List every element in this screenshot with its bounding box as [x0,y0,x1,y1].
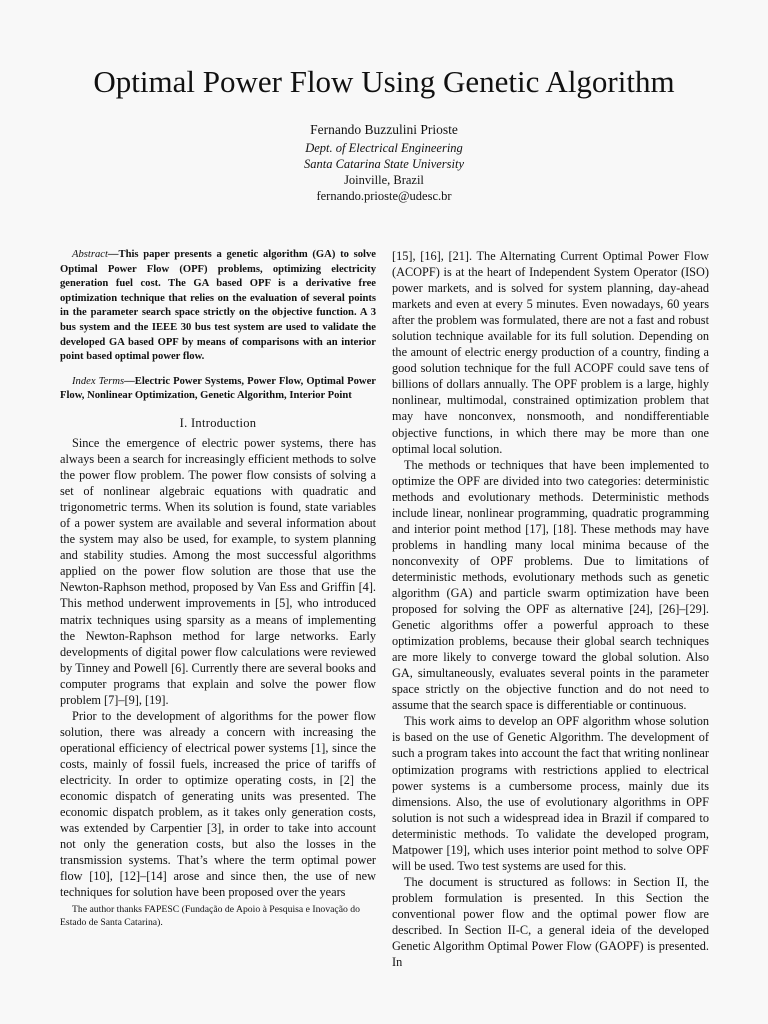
abstract-text: —This paper presents a genetic algorithm (GA) to solve Optimal Power Flow (OPF) problems, optimizing electricity generation fuel cost. The GA based OPF is a derivative free optimization technique that relies on the evaluation of several points in the parameter search space strictly on the objective function. A 3 bus system and the IEEE 30 bus test system are used to validate the developed GA based OPF by means of comparisons with an interior point based optimal power flow. [60,249,376,363]
body-paragraph: [15], [16], [21]. The Alternating Current Optimal Power Flow (ACOPF) is at the heart of Independent System Operator (ISO) power markets, and is solved for system planning, day-ahead markets and even at every 5 minutes. Even nowadays, 60 years after the problem was formulated, there are not a fast and robust solution technique available for its full solution. Depending on the amount of electric energy production of a country, finding a good solution technique for the full ACOPF could save tens of billions of dollars annually. The OPF problem is a large, highly nonlinear, multimodal, constrained optimization problem that may have nonconvex, nonsmooth, and nondifferentiable objective functions, in which there may be more than one optimal local solution. [392,249,709,456]
author-block [0,121,768,204]
paper-title: Optimal Power Flow Using Genetic Algorithm [93,64,675,99]
section-heading: I. Introduction [179,415,257,430]
left-column [60,248,376,900]
index-terms-text: —Electric Power Systems, Power Flow, Optimal Power Flow, Nonlinear Optimization, Genetic Algorithm, Interior Point [60,375,376,402]
body-paragraph: Since the emergence of electric power systems, there has always been a search for increasingly efficient methods to solve the power flow problem. The power flow consists of solving a set of nonlinear algebraic equations with quadratic and trigonometric terms. When its solution is found, state variables of a power system are available and several information about the system may also be used, for example, to system planning and stability studies. Among the most successful algorithms applied on the power flow solution are those that use the Newton-Raphson method, proposed by Van Ess and Griffin [4]. This method underwent improvements in [5], who introduced matrix techniques using sparsity as a means of implementing the Newton-Raphson method for large networks. Early developments of digital power flow calculations were reviewed by Tinney and Powell [6]. Currently there are several books and computer programs that explain and solve the power flow problem [7]–[9], [19]. [60,435,376,707]
right-column [392,248,709,970]
author-department: Dept. of Electrical Engineering [305,141,463,155]
body-paragraph: The methods or techniques that have been implemented to optimize the OPF are divided into two categories: deterministic methods and evolutionary methods. Deterministic methods include linear, nonlinear programming, quadratic programming and interior point method [17], [18]. These methods may have problems in handling many local minima because of the nonconvexity of OPF problems. Due to limitations of deterministic methods, evolutionary methods such as genetic algorithm (GA) and particle swarm optimization have been proposed for solving the OPF as alternative [24], [26]–[29]. Genetic algorithms offer a powerful approach to these optimization problems, because their global search techniques are more likely to converge toward the global solution. Also GA, simultaneously, evaluates several points in the parameter space strictly on the objective function and do not need to assume that the search space is differentiable or continuous. [392,457,709,713]
body-paragraph: The document is structured as follows: in Section II, the problem formulation is presented. In this Section the conventional power flow and the optimal power flow are described. In Section II-C, a general ideia of the developed Genetic Algorithm Optimal Power Flow (GAOPF) is presented. In [392,874,709,970]
body-paragraph: Prior to the development of algorithms for the power flow solution, there was already a concern with increasing the operational efficiency of electrical power systems [1], since the costs, mainly of fossil fuels, increased the price of tariffs of electricity. In order to optimize operating costs, in [2] the economic dispatch of generating units was presented. The economic dispatch problem, as it takes only generation costs, was extended by Carpentier [3], in order to take into account not only the generation costs, but also the losses in the transmission systems. That’s where the term optimal power flow [10], [12]–[14] arose and since then, the use of new techniques for solution have been proposed over the years [60,708,376,900]
index-terms [60,375,376,404]
author-name: Fernando Buzzulini Prioste [310,122,458,137]
abstract [60,248,376,365]
footnote: The author thanks FAPESC (Fundação de Apoio à Pesquisa e Inovação do Estado de Santa Catarina). [60,904,360,928]
body-paragraph: This work aims to develop an OPF algorithm whose solution is based on the use of Genetic Algorithm. The development of such a program takes into account the fact that writing nonlinear optimization programs with restrictions applied to electrical power systems is a cumbersome process, mainly due its dimensions. Also, the use of evolutionary algorithms in OPF solution is not such a widespread idea in Brazil if compared to deterministic methods. To validate the developed program, Matpower [19], which uses interior point method to solve OPF will be used. Two test systems are used for this. [392,714,709,873]
author-location: Joinville, Brazil [344,173,424,187]
author-university: Santa Catarina State University [303,157,465,171]
abstract-lead: Abstract [72,249,108,260]
author-email: fernando.prioste@udesc.br [316,189,452,203]
index-terms-lead: Index Terms [72,375,125,387]
